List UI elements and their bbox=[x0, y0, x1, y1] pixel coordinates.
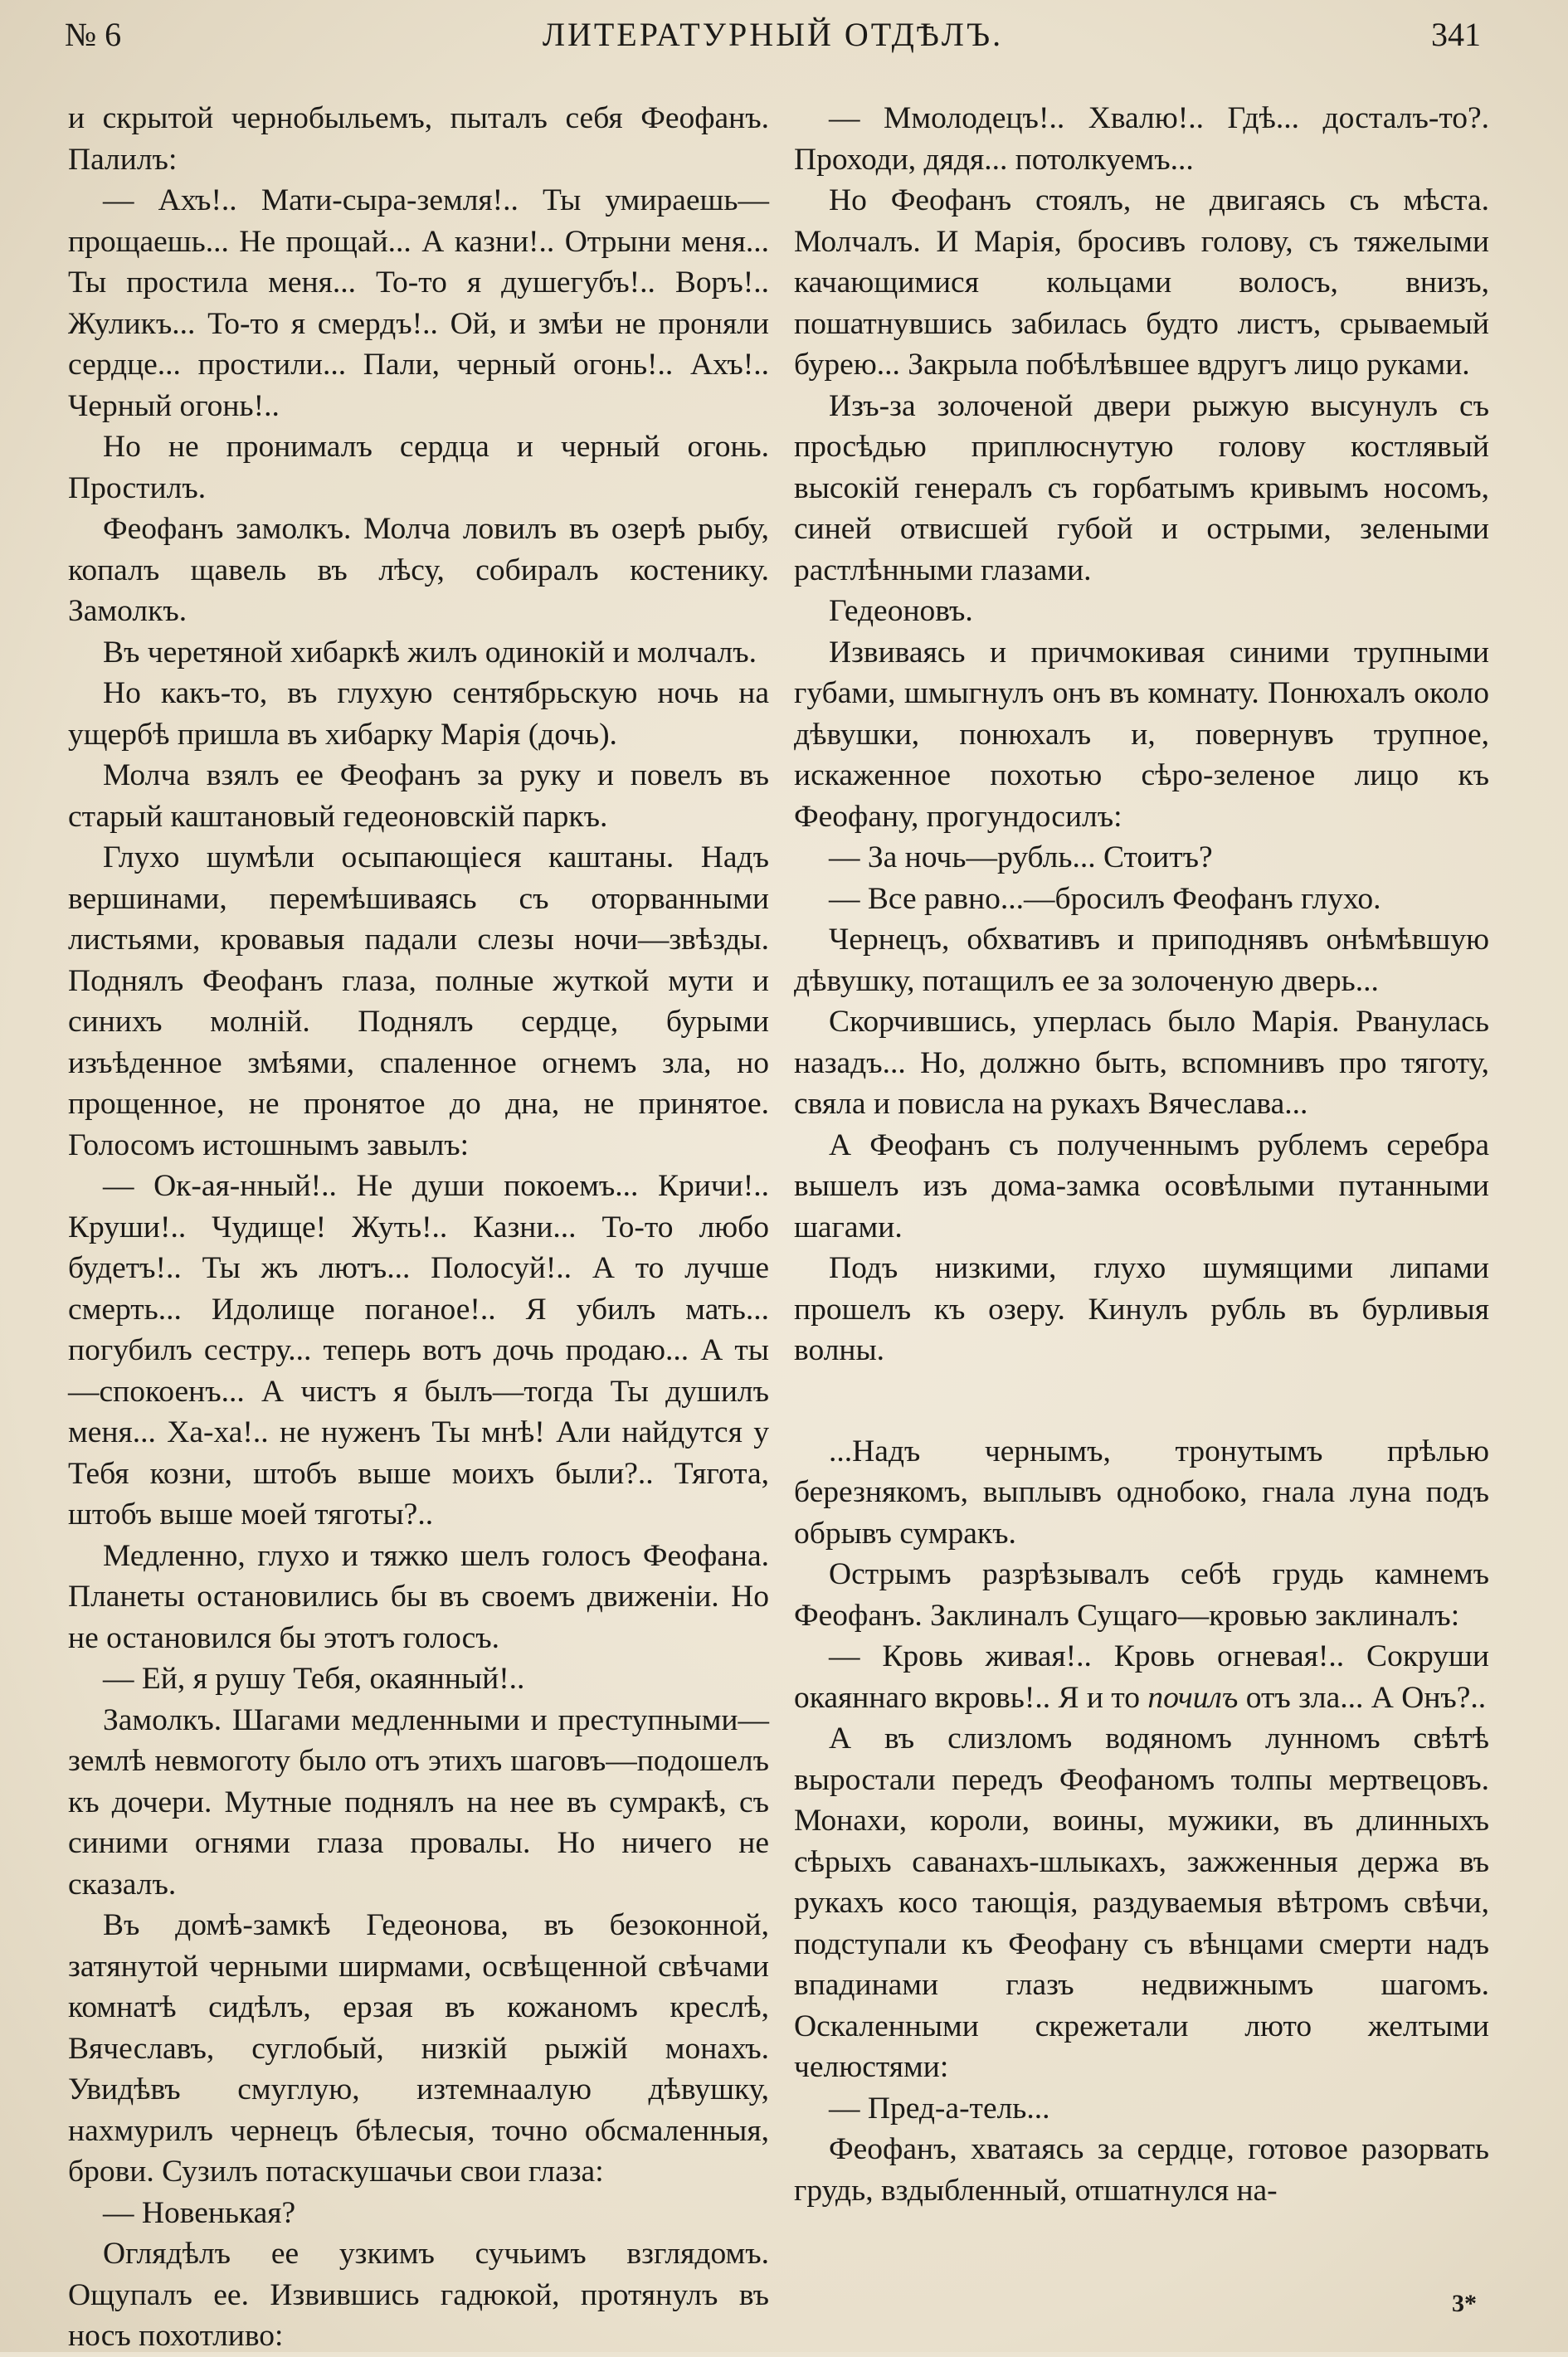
page-number: 341 bbox=[1431, 16, 1481, 53]
paragraph: — Новенькая? bbox=[103, 2195, 296, 2230]
paragraph: Оглядѣлъ ее узкимъ сучьимъ взглядомъ. Ощупалъ ее. Извившись гадюкой, протянулъ въ носъ похотливо: bbox=[68, 2237, 769, 2353]
left-column bbox=[68, 98, 769, 2357]
paragraph: Феофанъ замолкъ. Молча ловилъ въ озерѣ рыбу, копалъ щавель въ лѣсу, собиралъ костенику. Замолкъ. bbox=[68, 512, 769, 628]
paragraph: Медленно, глухо и тяжко шелъ голосъ Феофана. Планеты остановились бы въ своемъ движеніи. Но не остановился бы этотъ голосъ. bbox=[68, 1538, 769, 1655]
paragraph: — Ммолодецъ!.. Хвалю!.. Гдѣ... досталъ-то?. Проходи, дядя... потолкуемъ... bbox=[794, 101, 1489, 177]
paragraph: А въ слизломъ водяномъ лунномъ свѣтѣ выростали передъ Феофаномъ толпы мертвецовъ. Монахи, короли, воины, мужики, въ длинныхъ сѣрыхъ саванахъ-шлыкахъ, зажженныя держа въ рукахъ косо тающія, раздуваемыя вѣтромъ свѣчи, подступали къ Феофану съ вѣнцами смерти надъ впадинами глазъ недвижнымъ шагомъ. Оскаленными скрежетали люто желтыми челюстями: bbox=[794, 1721, 1489, 2084]
section-title: ЛИТЕРАТУРНЫЙ ОТДѢЛЪ. bbox=[542, 16, 1004, 53]
paragraph: Острымъ разрѣзывалъ себѣ грудь камнемъ Феофанъ. Заклиналъ Сущаго—кровью заклиналъ: bbox=[794, 1557, 1489, 1633]
paragraph: Но какъ-то, въ глухую сентябрьскую ночь на ущербѣ пришла въ хибарку Марія (дочь). bbox=[68, 676, 769, 752]
paragraph: Молча взялъ ее Феофанъ за руку и повелъ въ старый каштановый гедеоновскій паркъ. bbox=[68, 758, 769, 834]
issue-number: № 6 bbox=[65, 16, 122, 53]
paragraph: Феофанъ, хватаясь за сердце, готовое разорвать грудь, вздыбленный, отшатнулся на- bbox=[794, 2132, 1489, 2208]
running-header bbox=[65, 15, 1481, 65]
paragraph: Въ черетяной хибаркѣ жилъ одинокій и молчалъ. bbox=[103, 635, 757, 670]
signature-mark: 3* bbox=[1452, 2290, 1477, 2317]
paragraph: и скрытой чернобыльемъ, пыталъ себя Феофанъ. Палилъ: bbox=[68, 101, 769, 177]
paragraph: — Ок-ая-нный!.. Не души покоемъ... Кричи!.. Круши!.. Чудище! Жуть!.. Казни... То-то любо будетъ!.. Ты жъ лютъ... Полосуй!.. А то лучше смерть... Идолище поганое!.. Я убилъ мать... погубилъ сестру... теперь вотъ дочь продаю... А ты—спокоенъ... А чистъ я былъ—тогда Ты душилъ меня... Ха-ха!.. не нуженъ Ты мнѣ! Али найдутся у Тебя козни, штобъ выше моихъ были?.. Тягота, штобъ выше моей тяготы?.. bbox=[68, 1169, 769, 1532]
paragraph: Но Феофанъ стоялъ, не двигаясь съ мѣста. Молчалъ. И Марія, бросивъ голову, съ тяжелыми качающимися кольцами волосъ, внизъ, пошатнувшись забилась будто листъ, срываемый бурею... Закрыла побѣлѣвшее вдругъ лицо руками. bbox=[794, 183, 1489, 382]
paragraph: ...Надъ чернымъ, тронутымъ прѣлью березнякомъ, выплывъ однобоко, гнала луна подъ обрывъ сумракъ. bbox=[794, 1434, 1489, 1551]
paragraph: А Феофанъ съ полученнымъ рублемъ серебра вышелъ изъ дома-замка осовѣлыми путанными шагами. bbox=[794, 1127, 1489, 1244]
paragraph: — Ахъ!.. Мати-сыра-земля!.. Ты умираешь—прощаешь... Не прощай... А казни!.. Отрыни меня... Ты простила меня... То-то я душегубъ!.. Воръ!.. Жуликъ... То-то я смердъ!.. Ой, и змѣи не проняли сердце... простили... Пали, черный огонь!.. Ахъ!.. Черный огонь!.. bbox=[68, 183, 769, 423]
paragraph: Скорчившись, уперлась было Марія. Рванулась назадъ... Но, должно быть, вспомнивъ про тяготу, свяла и повисла на рукахъ Вячеслава... bbox=[794, 1005, 1489, 1121]
paragraph: Подъ низкими, глухо шумящими липами прошелъ къ озеру. Кинулъ рубль въ бурливыя волны. bbox=[794, 1251, 1489, 1367]
paragraph: Чернецъ, обхвативъ и приподнявъ онѣмѣвшую дѣвушку, потащилъ ее за золоченую дверь... bbox=[794, 923, 1489, 998]
paragraph: Въ домѣ-замкѣ Гедеонова, въ безоконной, затянутой черными ширмами, освѣщенной свѣчами комнатѣ сидѣлъ, ерзая въ кожаномъ креслѣ, Вячеславъ, суглобый, низкій рыжій монахъ. Увидѣвъ смуглую, изтемнаалую дѣвушку, нахмурилъ чернецъ бѣлесыя, точно обсмаленныя, брови. Сузилъ потаскушачьи свои глаза: bbox=[68, 1908, 769, 2189]
paragraph: — Пред-а-тель... bbox=[829, 2091, 1050, 2126]
paragraph: — Ей, я рушу Тебя, окаянный!.. bbox=[103, 1662, 525, 1696]
right-column bbox=[794, 98, 1489, 2211]
paragraph: — Все равно...—бросилъ Феофанъ глухо. bbox=[829, 881, 1381, 916]
paragraph: Глухо шумѣли осыпающіеся каштаны. Надъ вершинами, перемѣшиваясь съ оторванными листьями, кровавыя падали слезы ночи—звѣзды. Поднялъ Феофанъ глаза, полные жуткой мути и синихъ молній. Поднялъ сердце, бурыми изъѣденное змѣями, спаленное огнемъ зла, но прощенное, не пронятое до дна, не принятое. Голосомъ истошнымъ завылъ: bbox=[68, 840, 769, 1162]
paragraph: — Кровь живая!.. Кровь огневая!.. Сокруши окаяннаго вкровь!.. Я и то почилъ отъ зла... А Онъ?.. bbox=[794, 1639, 1489, 1715]
paragraph: Замолкъ. Шагами медленными и преступными—землѣ невмоготу было отъ этихъ шаговъ—подошелъ къ дочери. Мутные поднялъ на нее въ сумракѣ, съ синими огнями глаза провалы. Но ничего не сказалъ. bbox=[68, 1702, 769, 1902]
paragraph: Изъ-за золоченой двери рыжую высунулъ съ просѣдью приплюснутую голову костлявый высокій генералъ съ горбатымъ кривымъ носомъ, синей отвисшей губой и острыми, зелеными растлѣнными глазами. bbox=[794, 388, 1489, 587]
paragraph: Гедеоновъ. bbox=[829, 594, 973, 628]
section-break bbox=[794, 1371, 1489, 1431]
paragraph: Но не пронималъ сердца и черный огонь. Простилъ. bbox=[68, 430, 769, 505]
paragraph: Извиваясь и причмокивая синими трупными губами, шмыгнулъ онъ въ комнату. Понюхалъ около дѣвушки, понюхалъ и, повернувъ трупное, искаженное похотью сѣро-зеленое лицо къ Феофану, прогундосилъ: bbox=[794, 635, 1489, 834]
paragraph: — За ночь—рубль... Стоитъ? bbox=[829, 840, 1213, 874]
